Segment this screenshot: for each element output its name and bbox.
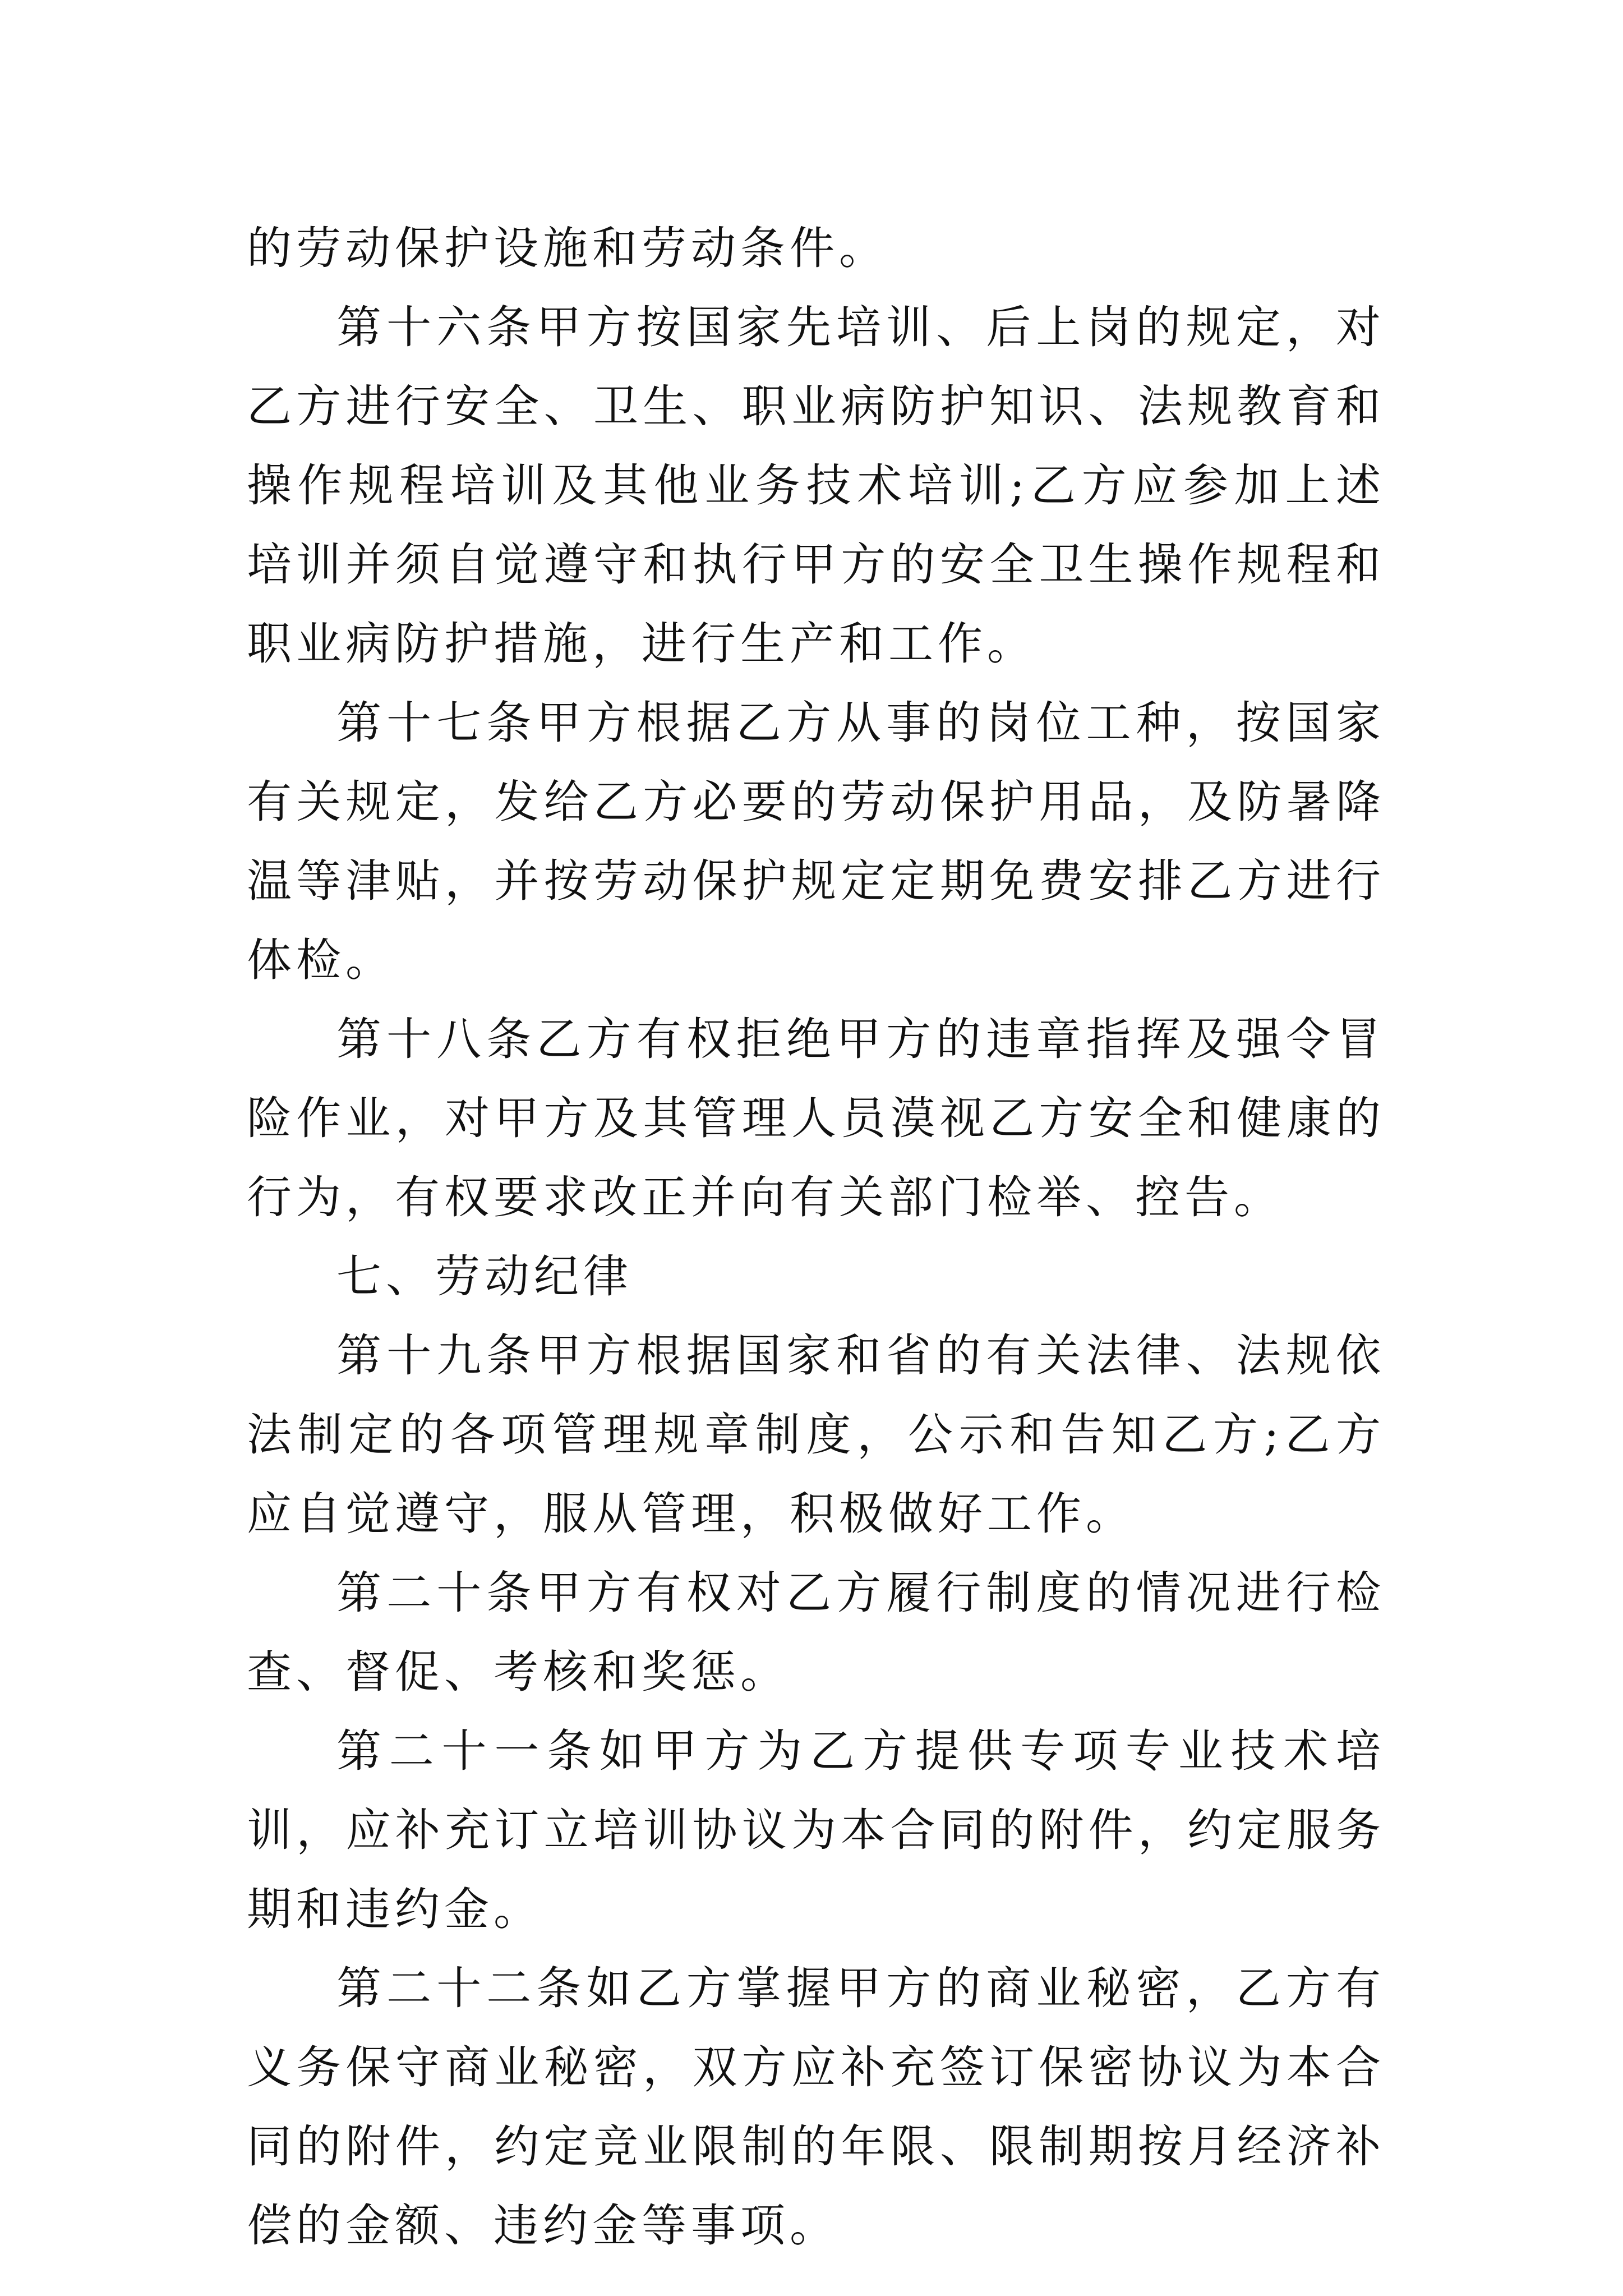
- section-heading-labor-discipline: 七、劳动纪律: [336, 1250, 633, 1303]
- article-21: 第二十一条如甲方为乙方提供专项专业技术培训，应补充订立培训协议为本合同的附件，约定服务期和违约金。: [247, 1725, 1385, 1935]
- article-18: 第十八条乙方有权拒绝甲方的违章指挥及强令冒险作业，对甲方及其管理人员漠视乙方安全和健康的行为，有权要求改正并向有关部门检举、控告。: [247, 1013, 1385, 1223]
- article-16: 第十六条甲方按国家先培训、后上岗的规定，对乙方进行安全、卫生、职业病防护知识、法规教育和操作规程培训及其他业务技术培训;乙方应参加上述培训并须自觉遵守和执行甲方的安全卫生操作规程和职业病防护措施，进行生产和工作。: [247, 301, 1385, 670]
- document-body: [247, 209, 1385, 2265]
- paragraph-continuation: 的劳动保护设施和劳动条件。: [247, 222, 888, 274]
- article-20: 第二十条甲方有权对乙方履行制度的情况进行检查、督促、考核和奖惩。: [247, 1567, 1385, 1698]
- article-22: 第二十二条如乙方掌握甲方的商业秘密，乙方有义务保守商业秘密，双方应补充签订保密协议为本合同的附件，约定竞业限制的年限、限制期按月经济补偿的金额、违约金等事项。: [247, 1962, 1385, 2252]
- article-17: 第十七条甲方根据乙方从事的岗位工种，按国家有关规定，发给乙方必要的劳动保护用品，及防暑降温等津贴，并按劳动保护规定定期免费安排乙方进行体检。: [247, 697, 1385, 986]
- article-19: 第十九条甲方根据国家和省的有关法律、法规依法制定的各项管理规章制度，公示和告知乙方;乙方应自觉遵守，服从管理，积极做好工作。: [247, 1329, 1385, 1540]
